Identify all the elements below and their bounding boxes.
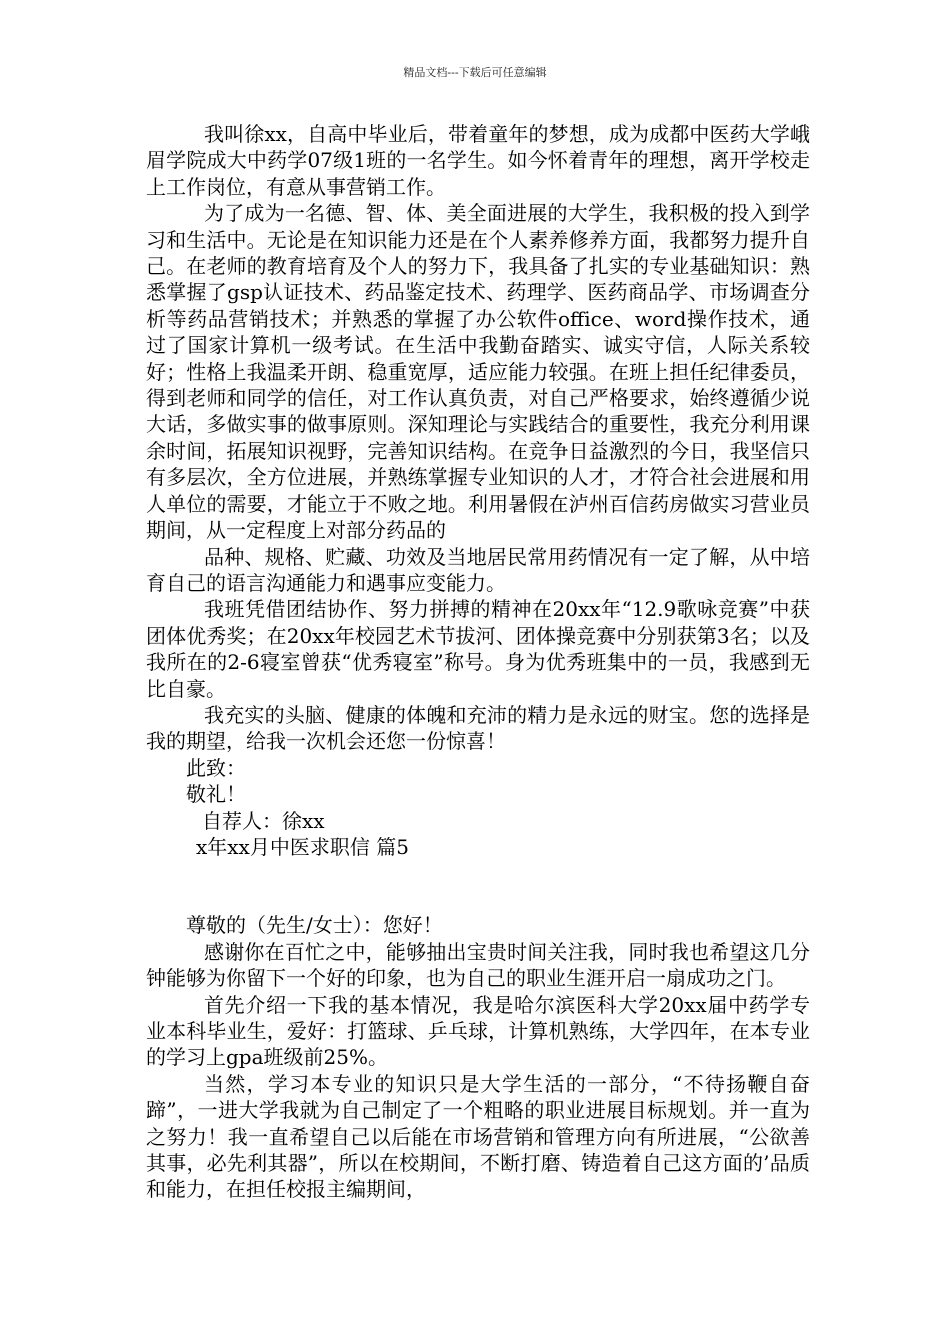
paragraph-closing: 我充实的头脑、健康的体魄和充沛的精力是永远的财宝。您的选择是我的期望，给我一次机会还您一份惊喜！ [146,702,810,754]
closing-line-1: 此致： [186,755,246,780]
date-title-line: x年xx月中医求职信 篇5 [196,834,409,859]
signer-line: 自荐人：徐xx [202,808,325,833]
paragraph-skills: 为了成为一名德、智、体、美全面进展的大学生，我积极的投入到学习和生活中。无论是在知识能力还是在个人素养修养方面，我都努力提升自己。在老师的教育培育及个人的努力下，我具备了扎实的专业基础知识：熟悉掌握了gsp认证技术、药品鉴定技术、药理学、医药商品学、市场调查分析等药品营销技术；并熟悉的掌握了办公软件office、word操作技术，通过了国家计算机一级考试。在生活中我勤奋踏实、诚实守信，人际关系较好；性格上我温柔开朗、稳重宽厚，适应能力较强。在班上担任纪律委员，得到老师和同学的信任，对工作认真负责，对自己严格要求，始终遵循少说大话，多做实事的做事原则。深知理论与实践结合的重要性，我充分利用课余时间，拓展知识视野，完善知识结构。在竞争日益激烈的今日，我坚信只有多层次，全方位进展，并熟练掌握专业知识的人才，才符合社会进展和用人单位的需要，才能立于不败之地。利用暑假在泸州百信药房做实习营业员期间，从一定程度上对部分药品的 [146,201,810,543]
document-body [146,121,810,1203]
paragraph-awards: 我班凭借团结协作、努力拼搏的精神在20xx年“12.9歌咏竞赛”中获团体优秀奖；在20xx年校园艺术节拔河、团体操竞赛中分别获第3名；以及我所在的2-6寝室曾获“优秀寝室”称号。身为优秀班集中的一员，我感到无比自豪。 [146,597,810,701]
section-gap [146,860,810,912]
greeting-line: 尊敬的（先生/女士）：您好！ [186,913,443,938]
letter-4 [146,121,810,755]
paragraph-background: 首先介绍一下我的基本情况，我是哈尔滨医科大学20xx届中药学专业本科毕业生，爱好：打篮球、乒乓球，计算机熟练，大学四年，在本专业的学习上gpa班级前25%。 [146,992,810,1070]
paragraph-internship: 品种、规格、贮藏、功效及当地居民常用药情况有一定了解，从中培育自己的语言沟通能力和遇事应变能力。 [146,544,810,595]
paragraph-plans: 当然，学习本专业的知识只是大学生活的一部分，“不待扬鞭自奋蹄”，一进大学我就为自己制定了一个粗略的职业进展目标规划。并一直为之努力！我一直希望自己以后能在市场营销和管理方向有所进展，“公欲善其事，必先利其器”，所以在校期间，不断打磨、铸造着自己这方面的’品质和能力，在担任校报主编期间， [146,1071,810,1202]
page-header: 精品文档---下载后可任意编辑 [403,66,547,79]
letter-5 [146,912,810,1202]
paragraph-thanks: 感谢你在百忙之中，能够抽出宝贵时间关注我，同时我也希望这几分钟能够为你留下一个好的印象，也为自己的职业生涯开启一扇成功之门。 [146,939,810,991]
signature-block [146,755,810,861]
closing-line-2: 敬礼！ [186,782,246,807]
paragraph-intro: 我叫徐xx，自高中毕业后，带着童年的梦想，成为成都中医药大学峨眉学院成大中药学07级1班的一名学生。如今怀着青年的理想，离开学校走上工作岗位，有意从事营销工作。 [146,122,810,199]
